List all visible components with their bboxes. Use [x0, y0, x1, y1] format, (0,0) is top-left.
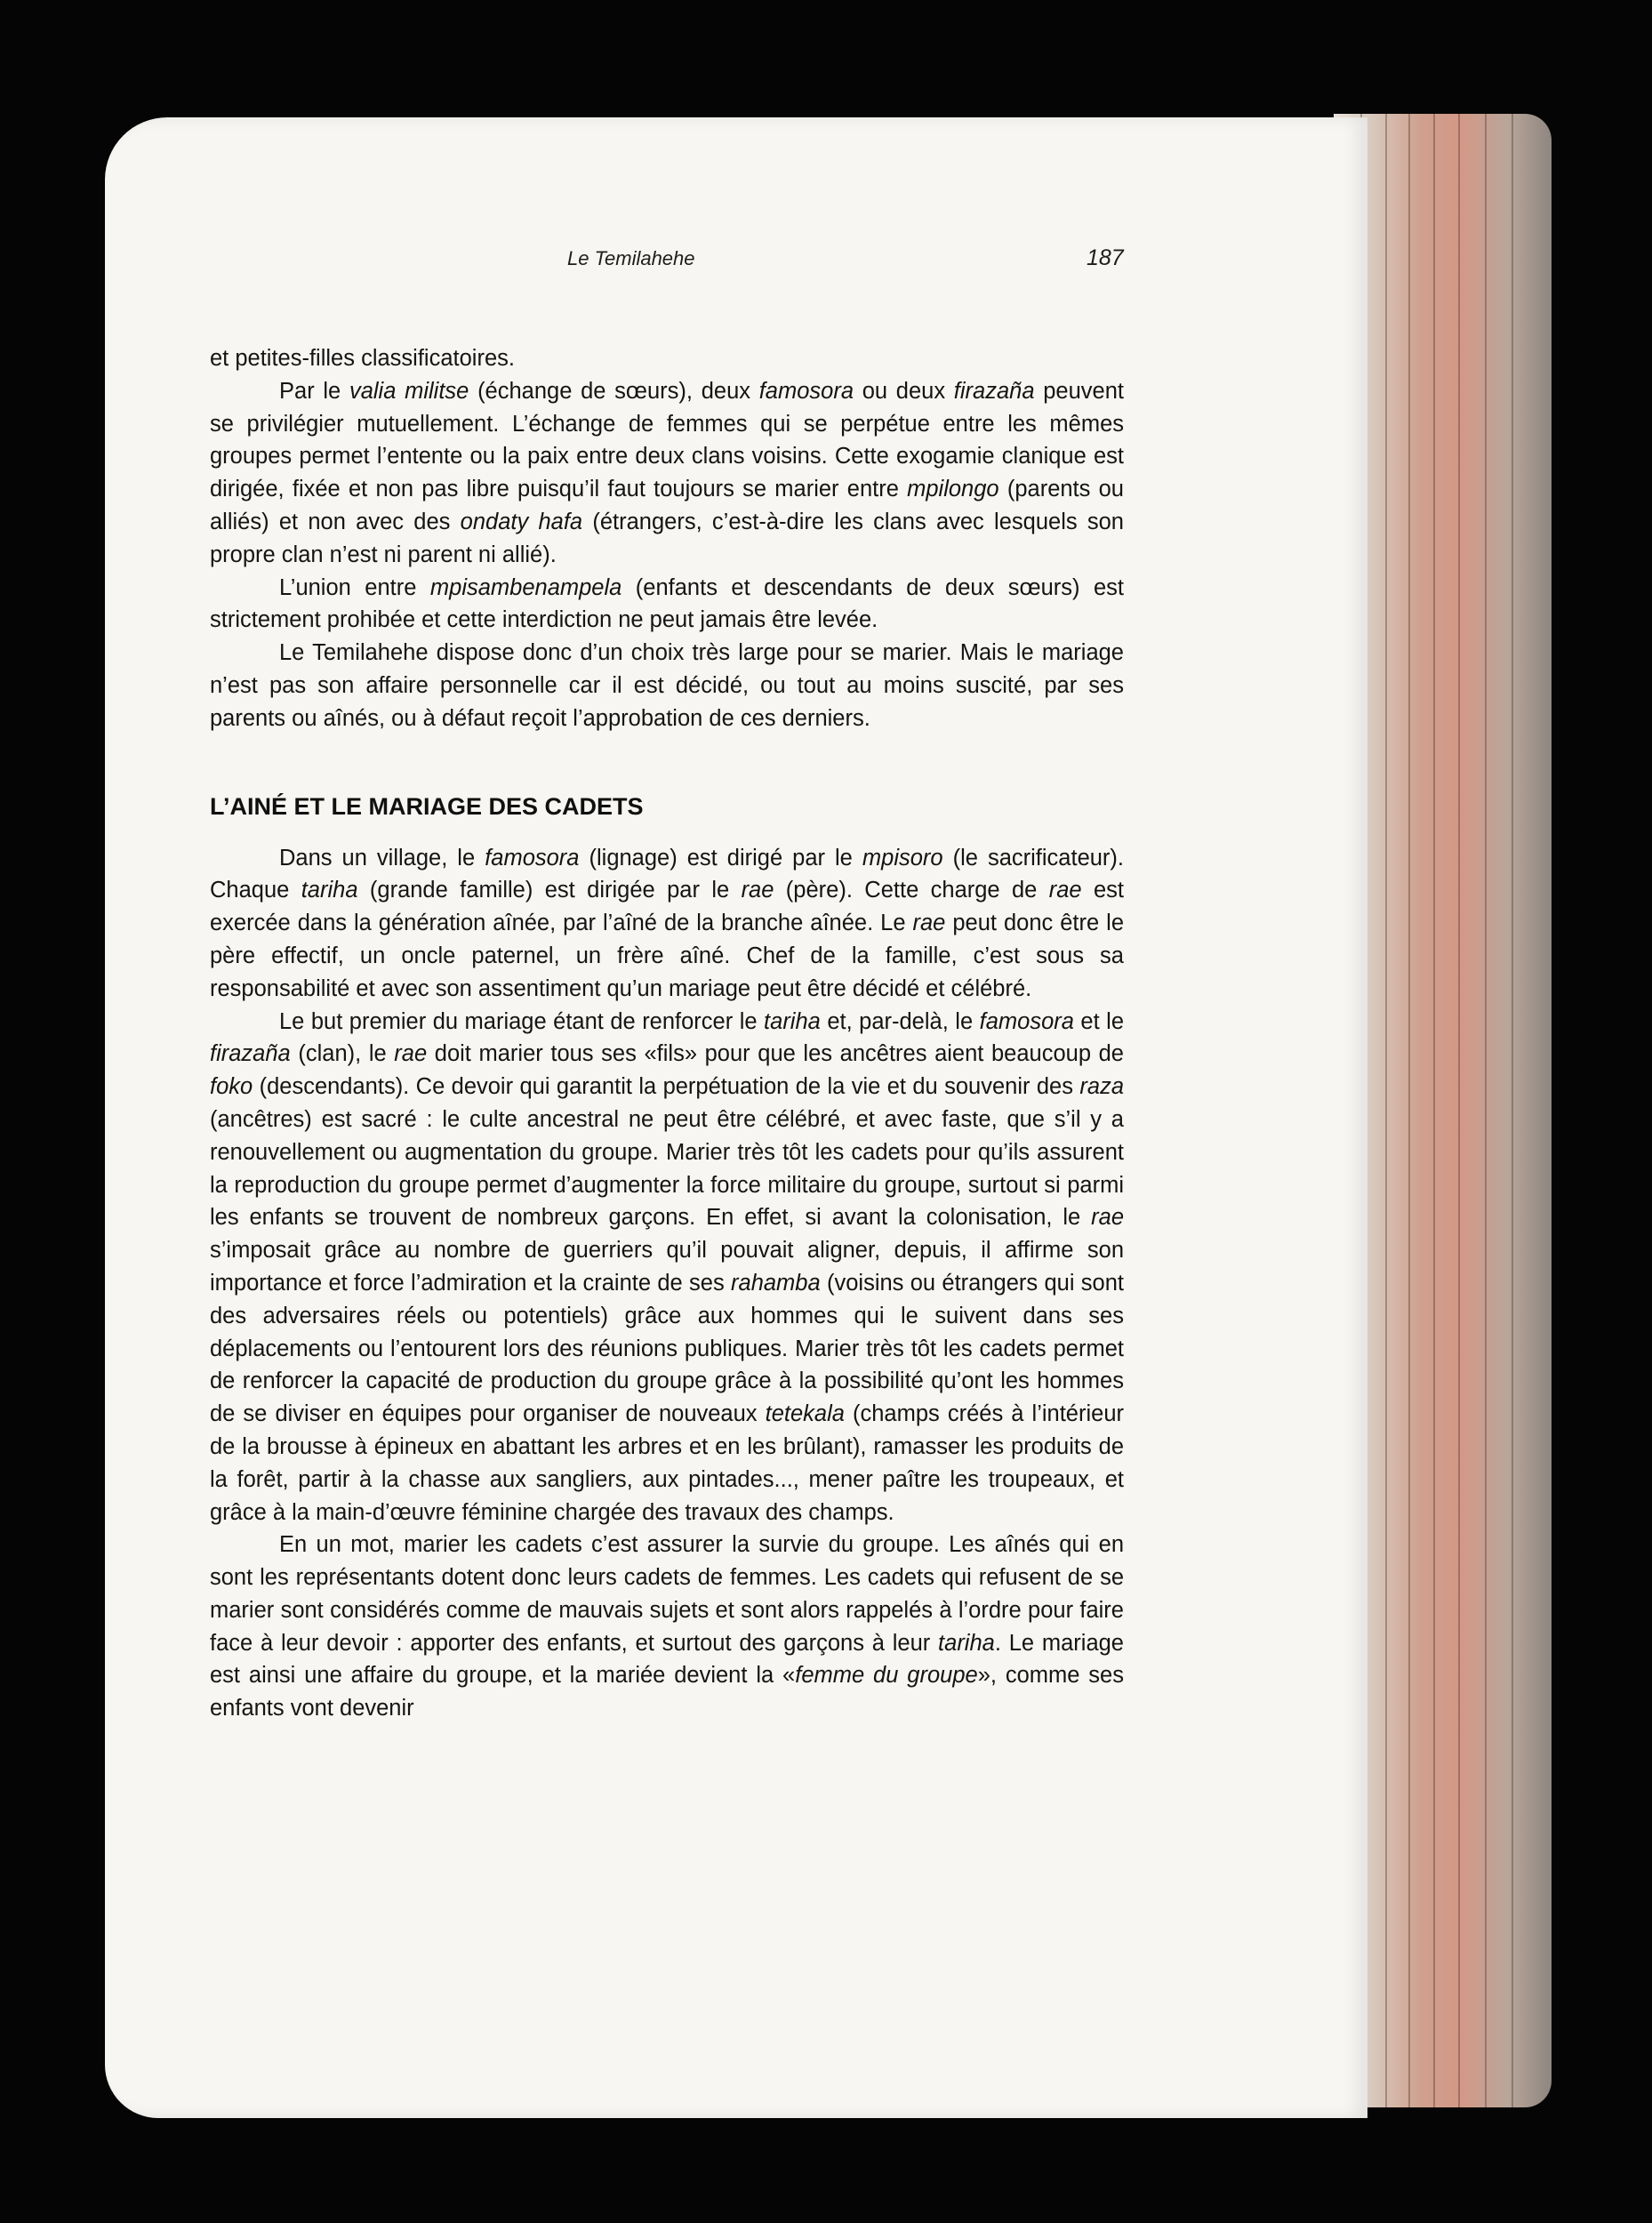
paragraph: et petites-filles classificatoires.	[210, 346, 515, 371]
body-text	[210, 342, 1124, 1725]
paragraph: En un mot, marier les cadets c’est assurer la survie du groupe. Les aînés qui en sont les représentants dotent donc leurs cadets de femmes. Les cadets qui refusent de se marier sont considérés comme de mauvais sujets et sont alors rappelés à l’ordre pour faire face à leur devoir : apporter des enfants, et surtout des garçons à leur tariha. Le mariage est ainsi une affaire du groupe, et la mariée devient la «femme du groupe», comme ses enfants vont devenir	[210, 1532, 1124, 1721]
paragraph-group-2	[210, 842, 1124, 1726]
paragraph: Le but premier du mariage étant de renforcer le tariha et, par-delà, le famosora et le firazaña (clan), le rae doit marier tous ses «fils» pour que les ancêtres aient beaucoup de foko (descendants). Ce devoir qui garantit la perpétuation de la vie et du souvenir des raza (ancêtres) est sacré : le culte ancestral ne peut être célébré, et avec faste, que s’il y a renouvellement ou augmentation du groupe. Marier très tôt les cadets pour qu’ils assurent la reproduction du groupe permet d’augmenter la force militaire du groupe, surtout si parmi les enfants se trouvent de nombreux garçons. En effet, si avant la colonisation, le rae s’imposait grâce au nombre de guerriers qu’il pouvait aligner, depuis, il affirme son importance et force l’admiration et la crainte de ses rahamba (voisins ou étrangers qui sont des adversaires réels ou potentiels) grâce aux hommes qui le suivent dans ses déplacements ou l’entourent lors des réunions publiques. Marier très tôt les cadets permet de renforcer la capacité de production du groupe grâce à la possibilité qu’ont les hommes de se diviser en équipes pour organiser de nouveaux tetekala (champs créés à l’intérieur de la brousse à épineux en abattant les arbres et en les brûlant), ramasser les produits de la forêt, partir à la chasse aux sangliers, aux pintades..., mener paître les troupeaux, et grâce à la main-d’œuvre féminine chargée des travaux des champs.	[210, 1008, 1124, 1525]
section-heading: L’AINÉ ET LE MARIAGE DES CADETS	[210, 792, 644, 820]
page-number: 187	[1087, 245, 1124, 270]
paragraph: Le Temilahehe dispose donc d’un choix très large pour se marier. Mais le mariage n’est pas son affaire personnelle car il est décidé, ou tout au moins suscité, par ses parents ou aînés, ou à défaut reçoit l’approbation de ces derniers.	[210, 640, 1124, 731]
paragraph-group-1	[210, 342, 1124, 735]
running-head: Le Temilahehe	[567, 247, 695, 269]
paragraph: Par le valia militse (échange de sœurs), deux famosora ou deux firazaña peuvent se privilégier mutuellement. L’échange de femmes qui se perpétue entre les mêmes groupes permet l’entente ou la paix entre deux clans voisins. Cette exogamie clanique est dirigée, fixée et non pas libre puisqu’il faut toujours se marier entre mpilongo (parents ou alliés) et non avec des ondaty hafa (étrangers, c’est-à-dire les clans avec lesquels son propre clan n’est ni parent ni allié).	[210, 378, 1124, 567]
paragraph: Dans un village, le famosora (lignage) est dirigé par le mpisoro (le sacrificateur). Chaque tariha (grande famille) est dirigée par le rae (père). Cette charge de rae est exercée dans la génération aînée, par l’aîné de la branche aînée. Le rae peut donc être le père effectif, un oncle paternel, un frère aîné. Chef de la famille, c’est sous sa responsabilité et avec son assentiment qu’un mariage peut être décidé et célébré.	[210, 845, 1124, 1001]
paragraph: L’union entre mpisambenampela (enfants et descendants de deux sœurs) est strictement prohibée et cette interdiction ne peut jamais être levée.	[210, 574, 1125, 633]
